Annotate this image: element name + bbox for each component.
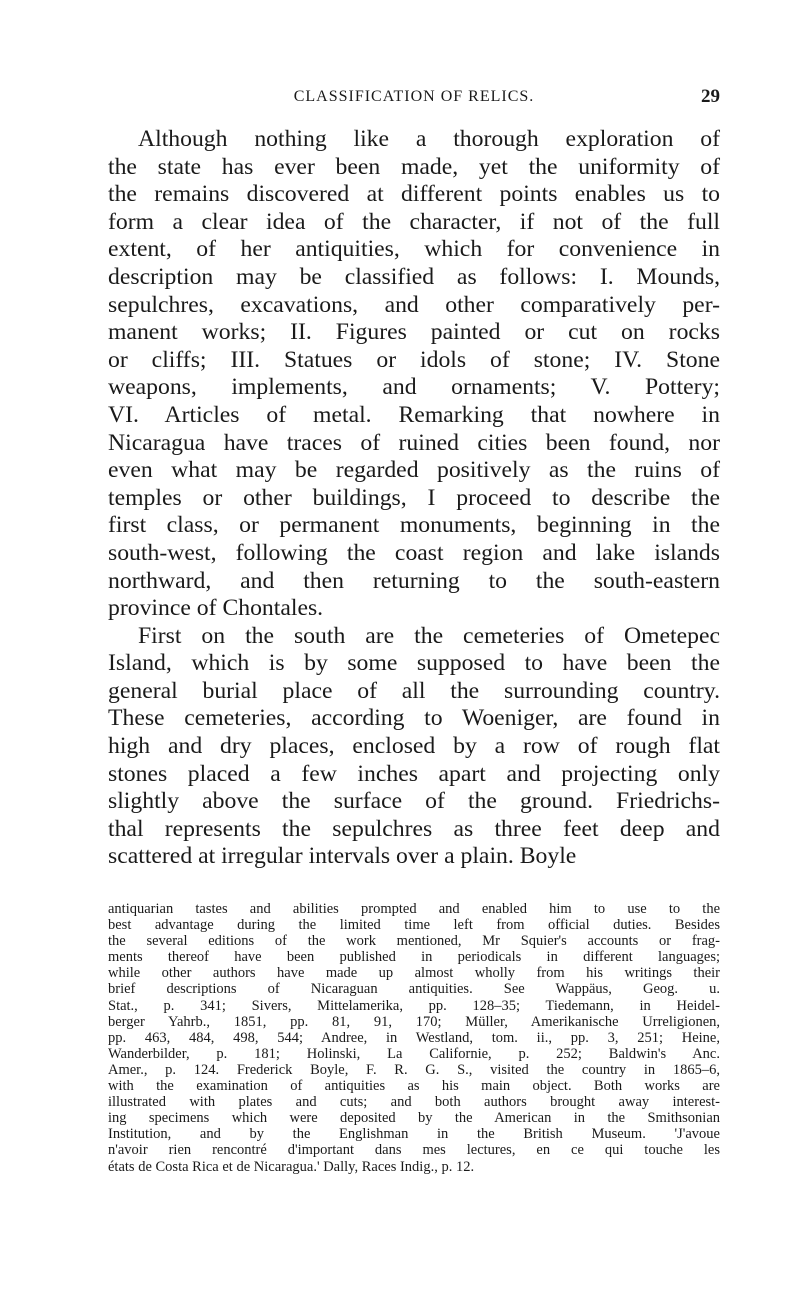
text-line: province of Chontales.	[108, 595, 324, 622]
text-line: the remains discovered at different points enables us to	[108, 181, 720, 208]
footnote-line: ing specimens which were deposited by the American in the Smithsonian	[108, 1110, 720, 1127]
text-line: Island, which is by some supposed to have been the	[108, 650, 720, 677]
text-line: high and dry places, enclosed by a row of rough flat	[108, 733, 720, 760]
text-line: sepulchres, excavations, and other comparatively per-	[108, 291, 720, 318]
text-line: thal represents the sepulchres as three feet deep and	[108, 815, 720, 842]
text-line: slightly above the surface of the ground. Friedrichs-	[108, 788, 720, 815]
text-line: scattered at irregular intervals over a plain. Boyle	[108, 843, 577, 870]
text-line: first class, or permanent monuments, beginning in the	[108, 512, 720, 539]
footnote-line: ments thereof have been published in periodicals in different languages;	[108, 949, 720, 966]
footnote-line: Stat., p. 341; Sivers, Mittelamerika, pp. 128–35; Tiedemann, in Heidel-	[108, 997, 720, 1014]
text-line: extent, of her antiquities, which for convenience in	[108, 236, 720, 263]
text-line: description may be classified as follows: I. Mounds,	[108, 263, 720, 290]
text-line: or cliffs; III. Statues or idols of stone; IV. Stone	[108, 346, 720, 373]
footnote-line: while other authors have made up almost wholly from his writings their	[108, 965, 720, 982]
footnote-line: Institution, and by the Englishman in the British Museum. 'J'avoue	[108, 1126, 720, 1143]
footnote-block	[108, 901, 720, 1175]
footnote-line: états de Costa Rica et de Nicaragua.' Dally, Races Indig., p. 12.	[108, 1158, 475, 1175]
footnote-line: antiquarian tastes and abilities prompted and enabled him to use to the	[108, 901, 720, 917]
text-line: form a clear idea of the character, if not of the full	[108, 208, 720, 235]
text-line: These cemeteries, according to Woeniger, are found in	[108, 705, 720, 732]
footnote-line: with the examination of antiquities as his main object. Both works are	[108, 1078, 720, 1095]
text-line: manent works; II. Figures painted or cut on rocks	[108, 319, 720, 346]
text-line: First on the south are the cemeteries of Ometepec	[138, 622, 720, 649]
text-line: even what may be regarded positively as the ruins of	[108, 457, 720, 484]
text-line: Nicaragua have traces of ruined cities been found, nor	[108, 429, 720, 456]
page-header	[108, 86, 720, 110]
footnote-line: Wanderbilder, p. 181; Holinski, La Californie, p. 252; Baldwin's Anc.	[108, 1045, 720, 1062]
footnote-line: Amer., p. 124. Frederick Boyle, F. R. G. S., visited the country in 1865–6,	[108, 1061, 720, 1078]
footnote-line: pp. 463, 484, 498, 544; Andree, in Westland, tom. ii., pp. 3, 251; Heine,	[108, 1029, 720, 1046]
text-line: Although nothing like a thorough exploration of	[138, 126, 720, 152]
footnote-line: brief descriptions of Nicaraguan antiquities. See Wappäus, Geog. u.	[108, 981, 720, 998]
footnote-line: berger Yahrb., 1851, pp. 81, 91, 170; Müller, Amerikanische Urreligionen,	[108, 1013, 720, 1030]
footnote-line: the several editions of the work mentioned, Mr Squier's accounts or frag-	[108, 933, 720, 950]
footnote-line: illustrated with plates and cuts; and both authors brought away interest-	[108, 1094, 720, 1111]
text-line: the state has ever been made, yet the uniformity of	[108, 153, 720, 180]
main-text-block	[108, 126, 720, 871]
text-line: weapons, implements, and ornaments; V. Pottery;	[108, 374, 720, 401]
running-title: CLASSIFICATION OF RELICS.	[293, 88, 535, 105]
text-line: stones placed a few inches apart and projecting only	[108, 760, 720, 787]
text-line: general burial place of all the surrounding country.	[108, 677, 720, 704]
footnote-line: best advantage during the limited time left from official duties. Besides	[108, 917, 720, 934]
footnote-line: n'avoir rien rencontré d'important dans mes lectures, en ce qui touche les	[108, 1142, 720, 1159]
page-number: 29	[701, 86, 720, 107]
text-line: temples or other buildings, I proceed to describe the	[108, 484, 720, 511]
text-line: northward, and then returning to the south-eastern	[108, 567, 720, 594]
text-line: south-west, following the coast region and lake islands	[108, 539, 720, 566]
text-line: VI. Articles of metal. Remarking that nowhere in	[108, 401, 720, 428]
